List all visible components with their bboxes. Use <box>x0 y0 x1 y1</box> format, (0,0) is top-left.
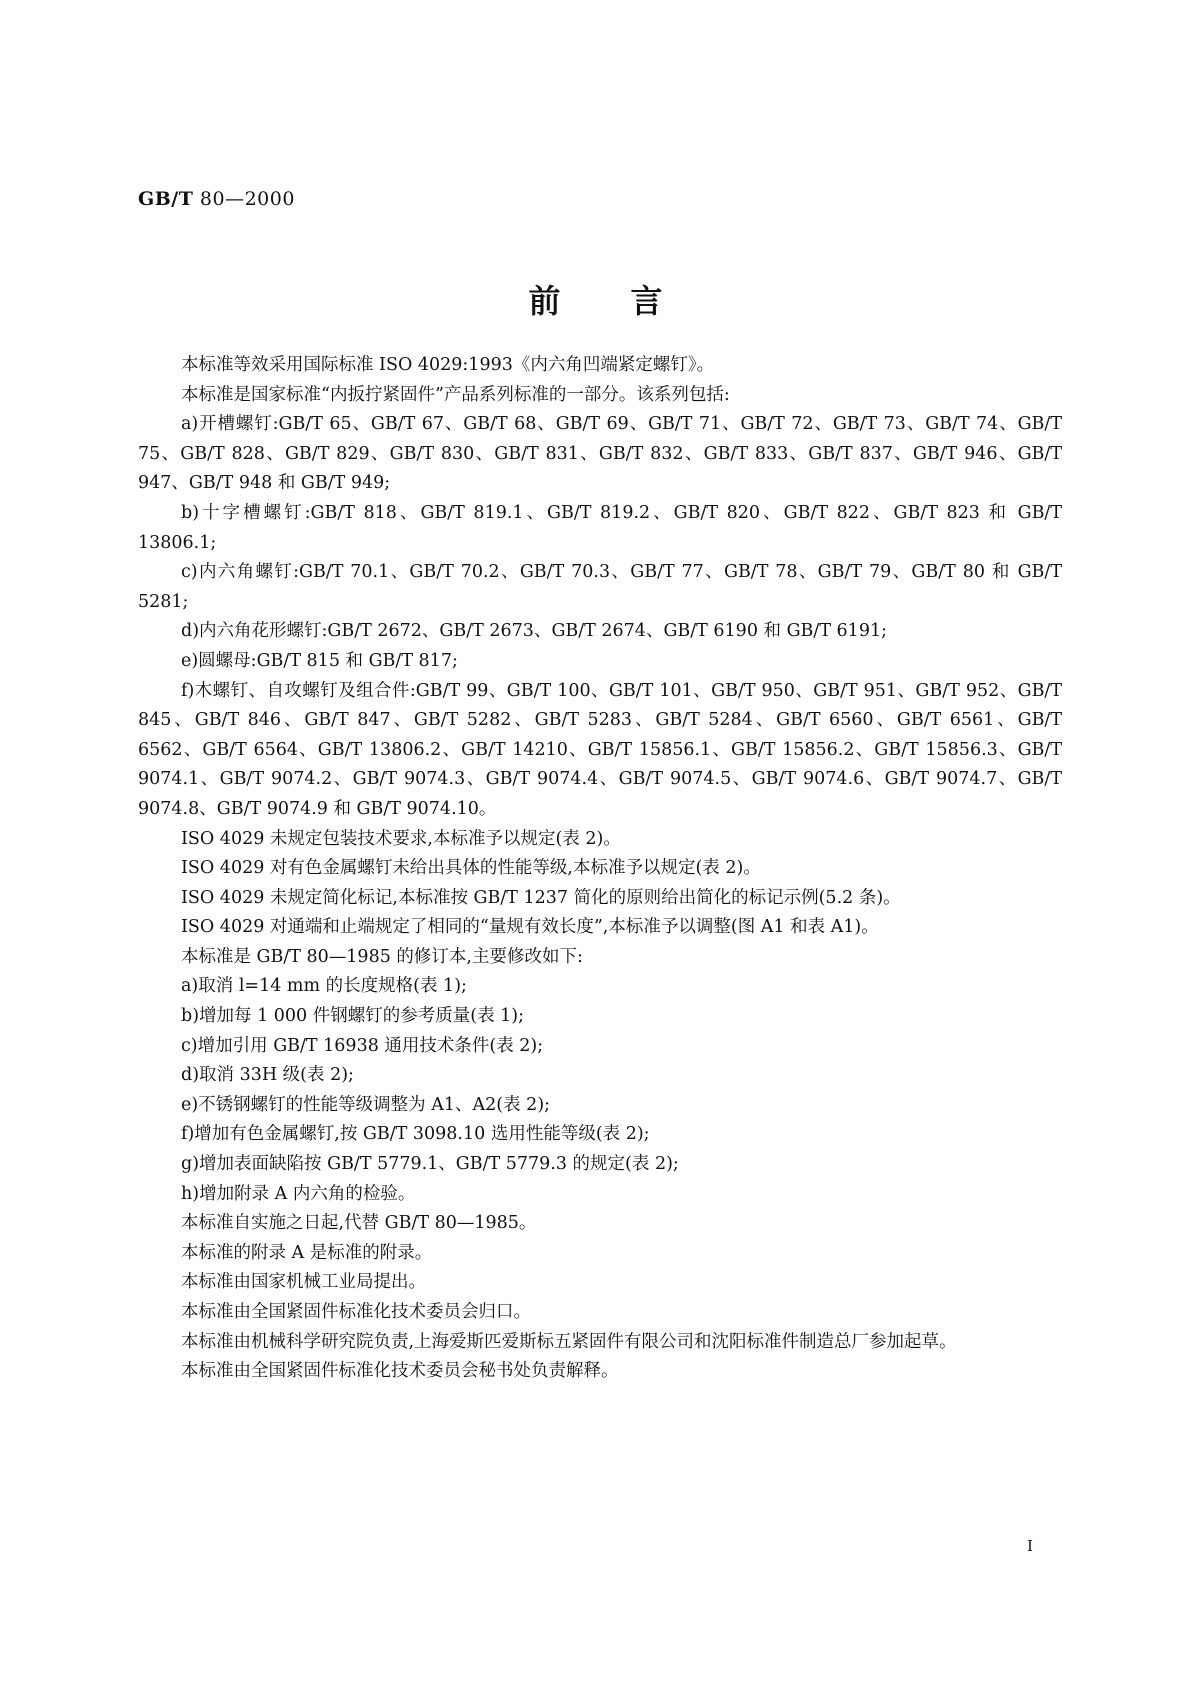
list-item: a)开槽螺钉:GB/T 65、GB/T 67、GB/T 68、GB/T 69、GB/T 71、GB/T 72、GB/T 73、GB/T 74、GB/T 75、GB/T 828、GB/T 829、GB/T 830、GB/T 831、GB/T 832、GB/T 833、GB/T 837、GB/T 946、GB/T 947、GB/T 948 和 GB/T 949; <box>138 414 1062 494</box>
list-item: e)不锈钢螺钉的性能等级调整为 A1、A2(表 2); <box>181 1094 551 1115</box>
paragraph: ISO 4029 对有色金属螺钉未给出具体的性能等级,本标准予以规定(表 2)。 <box>181 858 761 879</box>
foreword-body <box>138 351 1062 1387</box>
page-number: I <box>1027 1537 1033 1555</box>
paragraph: 本标准由机械科学研究院负责,上海爱斯匹爱斯标五紧固件有限公司和沈阳标准件制造总厂参加起草。 <box>181 1331 957 1352</box>
list-item: f)增加有色金属螺钉,按 GB/T 3098.10 选用性能等级(表 2); <box>181 1124 650 1145</box>
list-item: a)取消 l=14 mm 的长度规格(表 1); <box>181 976 467 997</box>
paragraph: ISO 4029 未规定包装技术要求,本标准予以规定(表 2)。 <box>181 828 621 849</box>
paragraph: 本标准等效采用国际标准 ISO 4029:1993《内六角凹端紧定螺钉》。 <box>181 355 715 375</box>
list-item: b)十字槽螺钉:GB/T 818、GB/T 819.1、GB/T 819.2、GB/T 820、GB/T 822、GB/T 823 和 GB/T 13806.1; <box>138 502 1062 553</box>
paragraph: 本标准自实施之日起,代替 GB/T 80—1985。 <box>181 1213 537 1234</box>
paragraph: 本标准由全国紧固件标准化技术委员会秘书处负责解释。 <box>181 1361 619 1382</box>
page-title: 前言 <box>528 282 733 320</box>
list-item: f)木螺钉、自攻螺钉及组合件:GB/T 99、GB/T 100、GB/T 101、GB/T 950、GB/T 951、GB/T 952、GB/T 845、GB/T 846、GB/T 847、GB/T 5282、GB/T 5283、GB/T 5284、GB/T 6560、GB/T 6561、GB/T 6562、GB/T 6564、GB/T 13806.2、GB/T 14210、GB/T 15856.1、GB/T 15856.2、GB/T 15856.3、GB/T 9074.1、GB/T 9074.2、GB/T 9074.3、GB/T 9074.4、GB/T 9074.5、GB/T 9074.6、GB/T 9074.7、GB/T 9074.8、GB/T 9074.9 和 GB/T 9074.10。 <box>138 680 1062 819</box>
list-item: e)圆螺母:GB/T 815 和 GB/T 817; <box>181 650 458 671</box>
standard-number: 80—2000 <box>193 188 295 210</box>
paragraph: 本标准的附录 A 是标准的附录。 <box>181 1242 433 1263</box>
paragraph: ISO 4029 对通端和止端规定了相同的“量规有效长度”,本标准予以调整(图 A1 和表 A1)。 <box>181 917 879 938</box>
list-item: b)增加每 1 000 件钢螺钉的参考质量(表 1); <box>181 1006 525 1027</box>
list-item: d)取消 33H 级(表 2); <box>181 1065 354 1086</box>
standard-code-header <box>138 188 295 210</box>
paragraph: 本标准是国家标准“内扳拧紧固件”产品系列标准的一部分。该系列包括: <box>181 384 730 405</box>
list-item: c)内六角螺钉:GB/T 70.1、GB/T 70.2、GB/T 70.3、GB/T 77、GB/T 78、GB/T 79、GB/T 80 和 GB/T 5281; <box>138 562 1062 612</box>
paragraph: 本标准由全国紧固件标准化技术委员会归口。 <box>181 1302 531 1322</box>
standard-prefix: GB/T <box>138 188 194 210</box>
paragraph: 本标准是 GB/T 80—1985 的修订本,主要修改如下: <box>181 946 583 967</box>
list-item: g)增加表面缺陷按 GB/T 5779.1、GB/T 5779.3 的规定(表 2); <box>181 1154 679 1175</box>
list-item: d)内六角花形螺钉:GB/T 2672、GB/T 2673、GB/T 2674、GB/T 6190 和 GB/T 6191; <box>181 621 887 642</box>
list-item: c)增加引用 GB/T 16938 通用技术条件(表 2); <box>181 1035 544 1056</box>
list-item: h)增加附录 A 内六角的检验。 <box>181 1183 416 1204</box>
paragraph: 本标准由国家机械工业局提出。 <box>181 1272 426 1293</box>
paragraph: ISO 4029 未规定简化标记,本标准按 GB/T 1237 简化的原则给出简化的标记示例(5.2 条)。 <box>181 887 901 908</box>
